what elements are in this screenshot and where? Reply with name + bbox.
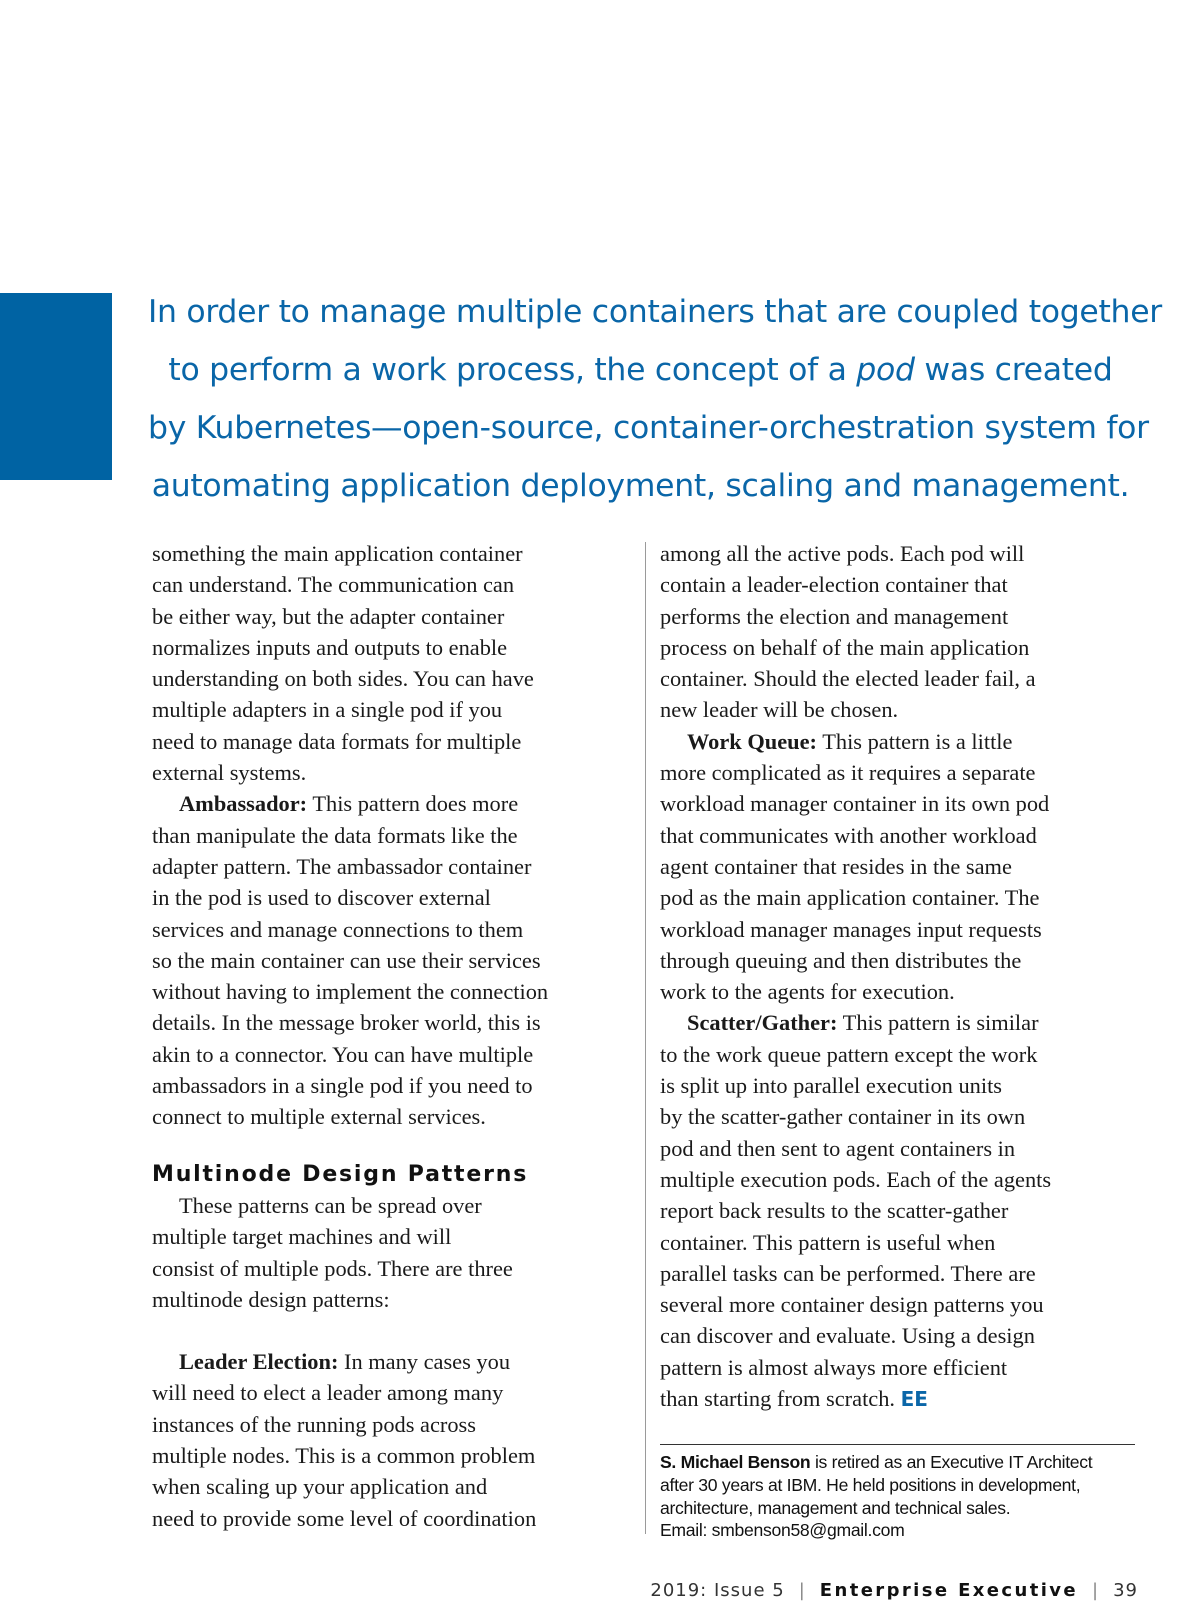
author-email: Email: smbenson58@gmail.com — [660, 1520, 905, 1541]
bio-divider — [660, 1444, 1135, 1445]
pull-quote-line: automating application deployment, scaling and management. — [151, 468, 1130, 504]
leader-election-continued: among all the active pods. Each pod will contain a leader-election container that performs the election and management process on behalf of the main application container. Should the elected leader fail, a new leader will be chosen. — [660, 541, 1036, 723]
pull-quote-italic-term: pod — [856, 352, 915, 388]
issue-label: 2019: Issue 5 — [650, 1580, 785, 1601]
adapter-paragraph: something the main application container can understand. The communication can be either way, but the adapter container normalizes inputs and outputs to enable understanding on both sides. You can have multiple adapters in a single pod if you need to manage data formats for multiple external systems. — [152, 541, 534, 786]
work-queue-term: Work Queue: — [687, 728, 817, 754]
ambassador-term: Ambassador: — [179, 791, 308, 817]
scatter-gather-paragraph: Scatter/Gather: This pattern is similar to the work queue pattern except the work is split up into parallel execution units by the scatter-gather container in its own pod and then sent to agent containers in multiple execution pods. Each of the agents report back results to the scatter-gather container. This pattern is useful when parallel tasks can be performed. There are several more container design patterns you can discover and evaluate. Using a design pattern is almost always more efficient than starting from scratch. EE — [660, 1010, 1052, 1412]
ambassador-paragraph: Ambassador: This pattern does more than manipulate the data formats like the adapter pattern. The ambassador container in the pod is used to discover external services and manage connections to them so the main container can use their services without having to implement the connection details. In the message broker world, this is akin to a connector. You can have multiple ambassadors in a single pod if you need to connect to multiple external services. — [152, 791, 549, 1130]
left-column — [152, 538, 632, 1534]
pull-quote — [148, 283, 1162, 515]
footer-separator: | — [798, 1580, 806, 1601]
page-footer — [650, 1580, 1138, 1601]
author-bio: S. Michael Benson is retired as an Executive IT Architect after 30 years at IBM. He held positions in development, architecture, management and technical sales. Email: smbenson58@gmail.com — [660, 1451, 1140, 1542]
pull-quote-line: to perform a work process, the concept of a pod was created — [168, 352, 1113, 388]
work-queue-paragraph: Work Queue: This pattern is a little more complicated as it requires a separate workload manager container in its own pod that communicates with another workload agent container that resides in the same pod as the main application container. The workload manager manages input requests through queuing and then distributes the work to the agents for execution. — [660, 728, 1050, 1005]
leader-election-term: Leader Election: — [179, 1349, 339, 1375]
multinode-paragraph: These patterns can be spread over multiple target machines and will consist of multiple pods. There are three multinode design patterns: — [152, 1192, 513, 1312]
column-divider — [645, 542, 646, 1534]
accent-bar — [0, 293, 112, 480]
publication-name: Enterprise Executive — [819, 1580, 1079, 1601]
pull-quote-line: In order to manage multiple containers that are coupled together — [148, 294, 1162, 330]
section-heading: Multinode Design Patterns — [152, 1161, 529, 1187]
pull-quote-line: by Kubernetes—open-source, container-orchestration system for — [148, 410, 1149, 446]
leader-election-paragraph: Leader Election: In many cases you will need to elect a leader among many instances of the running pods across multiple nodes. This is a common problem when scaling up your application and need to provide some level of coordination — [152, 1349, 537, 1531]
footer-separator: | — [1092, 1580, 1100, 1601]
page-number: 39 — [1113, 1580, 1138, 1601]
right-column — [660, 538, 1140, 1415]
author-name: S. Michael Benson — [660, 1452, 811, 1472]
end-mark-icon: EE — [900, 1387, 928, 1412]
paragraph-gap — [152, 1315, 632, 1346]
scatter-gather-term: Scatter/Gather: — [687, 1010, 838, 1036]
